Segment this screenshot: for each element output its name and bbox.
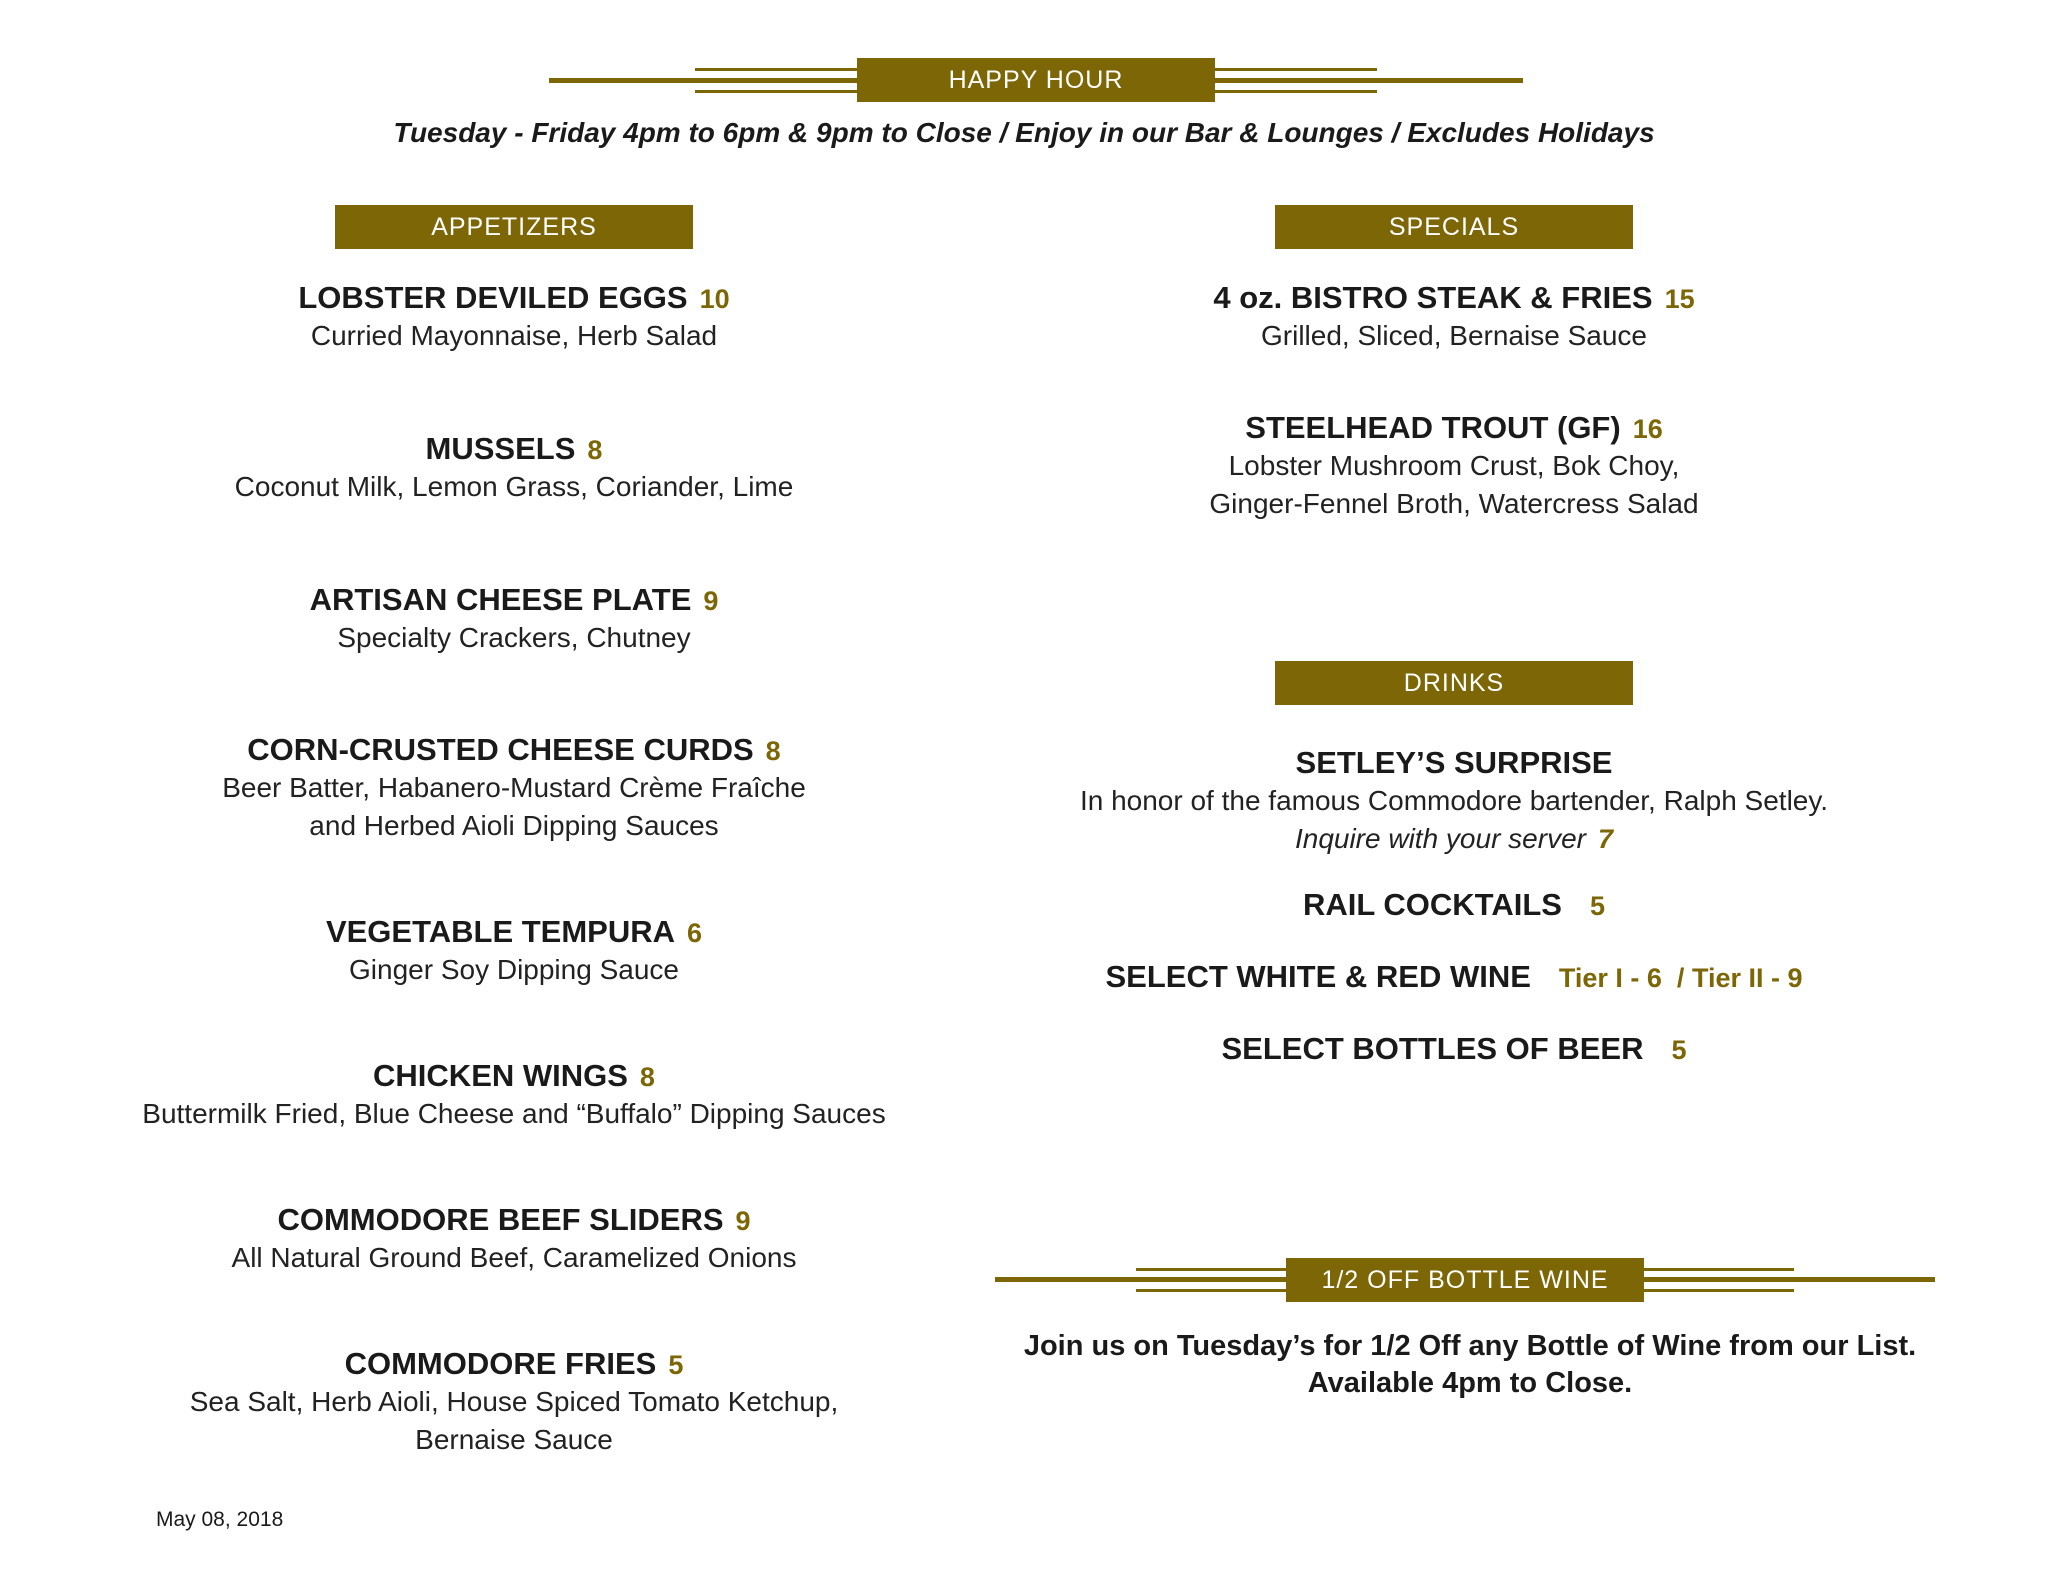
drink-setleys-surprise	[1004, 744, 1904, 858]
drink-rail-cocktails	[1004, 887, 1904, 923]
appetizers-banner	[335, 205, 693, 249]
menu-item-artisan-cheese-plate	[114, 581, 914, 657]
item-description: Curried Mayonnaise, Herb Salad	[310, 320, 718, 351]
item-name: LOBSTER DEVILED EGGS	[298, 280, 688, 315]
wine-offer-title: 1/2 OFF BOTTLE WINE	[1321, 1265, 1609, 1294]
item-name: ARTISAN CHEESE PLATE	[309, 582, 692, 617]
specials-banner	[1275, 205, 1633, 249]
happy-hour-rule-right	[1213, 78, 1523, 83]
item-price: 6	[687, 918, 703, 948]
item-price: 8	[587, 435, 603, 465]
happy-hour-rule-right-upper	[1213, 68, 1377, 71]
wine-offer-line2: Available 4pm to Close.	[1307, 1367, 1633, 1399]
item-description: Buttermilk Fried, Blue Cheese and “Buffalo” Dipping Sauces	[142, 1098, 886, 1129]
item-description: In honor of the famous Commodore bartender, Ralph Setley.	[1079, 785, 1829, 816]
menu-item-steelhead-trout	[1054, 409, 1854, 523]
drinks-title: DRINKS	[1403, 668, 1505, 697]
item-name: COMMODORE FRIES	[344, 1346, 657, 1381]
item-description: All Natural Ground Beef, Caramelized Onions	[231, 1242, 797, 1273]
happy-hour-rule-left-lower	[695, 90, 859, 93]
menu-item-corn-crusted-cheese-curds	[114, 731, 914, 845]
wine-rule-left	[995, 1277, 1288, 1282]
wine-offer-banner	[1286, 1258, 1644, 1302]
item-inquire: Inquire with your server	[1294, 823, 1586, 854]
drink-select-beer	[1004, 1031, 1904, 1067]
item-description-line2: and Herbed Aioli Dipping Sauces	[309, 810, 719, 841]
wine-rule-right-lower	[1642, 1289, 1794, 1292]
item-name: STEELHEAD TROUT (GF)	[1245, 410, 1621, 445]
appetizers-title: APPETIZERS	[431, 212, 597, 241]
item-description: Specialty Crackers, Chutney	[337, 622, 691, 653]
item-name: RAIL COCKTAILS	[1303, 887, 1562, 922]
wine-rule-left-lower	[1136, 1289, 1288, 1292]
item-description-line2: Ginger-Fennel Broth, Watercress Salad	[1209, 488, 1699, 519]
item-price: 5	[1589, 891, 1605, 921]
wine-rule-right-upper	[1642, 1268, 1794, 1271]
specials-title: SPECIALS	[1388, 212, 1520, 241]
item-description-line2: Bernaise Sauce	[415, 1424, 613, 1455]
drinks-banner	[1275, 661, 1633, 705]
item-price: 16	[1632, 414, 1663, 444]
item-description: Beer Batter, Habanero-Mustard Crème Fraîche	[222, 772, 806, 803]
item-description: Lobster Mushroom Crust, Bok Choy,	[1228, 450, 1680, 481]
happy-hour-title: HAPPY HOUR	[948, 65, 1124, 94]
drink-select-wine	[1004, 959, 1904, 995]
menu-item-vegetable-tempura	[114, 913, 914, 989]
item-name: SELECT WHITE & RED WINE	[1105, 959, 1531, 994]
wine-offer-line1: Join us on Tuesday’s for 1/2 Off any Bottle of Wine from our List.	[1023, 1330, 1917, 1362]
menu-item-bistro-steak-fries	[1054, 279, 1854, 355]
item-price: Tier I - 6 / Tier II - 9	[1558, 963, 1803, 993]
item-description: Ginger Soy Dipping Sauce	[349, 954, 679, 985]
item-price: 5	[1671, 1035, 1687, 1065]
item-description: Sea Salt, Herb Aioli, House Spiced Tomato Ketchup,	[189, 1386, 839, 1417]
happy-hour-rule-left-upper	[695, 68, 859, 71]
menu-item-lobster-deviled-eggs	[114, 279, 914, 355]
item-name: CORN-CRUSTED CHEESE CURDS	[247, 732, 754, 767]
wine-offer-text	[1000, 1328, 1940, 1402]
happy-hour-banner	[857, 58, 1215, 102]
happy-hour-rule-right-lower	[1213, 90, 1377, 93]
wine-rule-right	[1642, 1277, 1935, 1282]
item-price: 9	[735, 1206, 751, 1236]
item-price: 5	[668, 1350, 684, 1380]
item-price: 8	[639, 1062, 655, 1092]
item-description: Grilled, Sliced, Bernaise Sauce	[1261, 320, 1647, 351]
item-price: 10	[699, 284, 730, 314]
item-name: SELECT BOTTLES OF BEER	[1221, 1031, 1644, 1066]
item-price: 15	[1664, 284, 1695, 314]
menu-item-commodore-beef-sliders	[114, 1201, 914, 1277]
item-price: 8	[765, 736, 781, 766]
item-name: CHICKEN WINGS	[373, 1058, 628, 1093]
menu-item-commodore-fries	[114, 1345, 914, 1459]
item-price: 7	[1597, 824, 1614, 854]
item-name: MUSSELS	[425, 431, 576, 466]
item-name: COMMODORE BEEF SLIDERS	[277, 1202, 724, 1237]
wine-rule-left-upper	[1136, 1268, 1288, 1271]
item-name: VEGETABLE TEMPURA	[325, 914, 676, 949]
item-description: Coconut Milk, Lemon Grass, Coriander, Lime	[234, 471, 794, 502]
happy-hour-rule-left	[549, 78, 859, 83]
menu-item-chicken-wings	[114, 1057, 914, 1133]
item-price: 9	[703, 586, 719, 616]
item-name: SETLEY’S SURPRISE	[1295, 745, 1613, 780]
menu-item-mussels	[114, 430, 914, 506]
item-name: 4 oz. BISTRO STEAK & FRIES	[1213, 280, 1653, 315]
menu-date: May 08, 2018	[156, 1508, 284, 1531]
happy-hour-subtitle: Tuesday - Friday 4pm to 6pm & 9pm to Close / Enjoy in our Bar & Lounges / Excludes Holidays	[393, 117, 1655, 148]
